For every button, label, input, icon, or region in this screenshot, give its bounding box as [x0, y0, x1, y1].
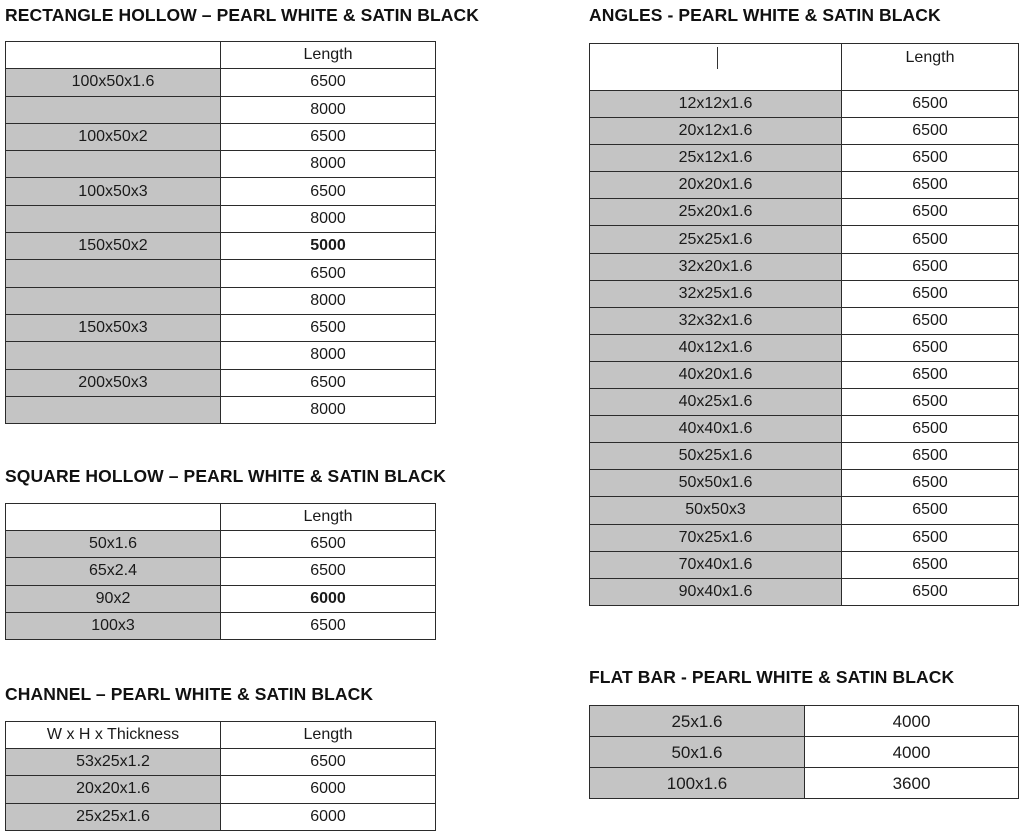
- table-row: [6, 205, 436, 232]
- table-row: [6, 612, 436, 639]
- table-row: [590, 361, 1019, 388]
- table-row: [590, 389, 1019, 416]
- size-cell: 50x50x1.6: [590, 470, 842, 497]
- size-cell: 50x50x3: [590, 497, 842, 524]
- size-cell: 12x12x1.6: [590, 91, 842, 118]
- flat-bar-table: [589, 705, 1019, 799]
- length-cell: 6500: [221, 314, 436, 341]
- table-row: [590, 443, 1019, 470]
- table-row: [590, 334, 1019, 361]
- size-cell: 50x1.6: [6, 531, 221, 558]
- length-cell: 6500: [842, 334, 1019, 361]
- size-cell: 100x50x2: [6, 123, 221, 150]
- table-row: [590, 416, 1019, 443]
- length-cell: 6500: [221, 369, 436, 396]
- length-cell: 6000: [221, 776, 436, 803]
- size-cell: 150x50x2: [6, 233, 221, 260]
- channel-title: CHANNEL – PEARL WHITE & SATIN BLACK: [5, 684, 374, 704]
- length-cell: 8000: [221, 342, 436, 369]
- angles-title: ANGLES - PEARL WHITE & SATIN BLACK: [589, 5, 941, 25]
- header-length-cell: Length: [221, 504, 436, 531]
- length-cell: 6500: [221, 612, 436, 639]
- table-row: [590, 307, 1019, 334]
- header-size-cell: W x H x Thickness: [6, 722, 221, 749]
- size-cell: 100x3: [6, 612, 221, 639]
- size-cell: 25x1.6: [590, 706, 805, 737]
- length-cell: 6500: [842, 524, 1019, 551]
- size-cell: 53x25x1.2: [6, 749, 221, 776]
- text-cursor-mark: [717, 47, 718, 69]
- length-cell: 6500: [842, 91, 1019, 118]
- length-cell: 6000: [221, 585, 436, 612]
- table-row: [590, 706, 1019, 737]
- table-row: [6, 369, 436, 396]
- length-cell: 6500: [842, 172, 1019, 199]
- size-cell: 40x20x1.6: [590, 361, 842, 388]
- table-row: [590, 524, 1019, 551]
- length-cell: 6500: [842, 551, 1019, 578]
- table-row: [6, 749, 436, 776]
- size-cell: 25x25x1.6: [590, 226, 842, 253]
- length-cell: 6500: [842, 470, 1019, 497]
- size-cell: 100x50x1.6: [6, 69, 221, 96]
- table-row: [590, 199, 1019, 226]
- table-row: [590, 497, 1019, 524]
- table-row: [590, 470, 1019, 497]
- length-cell: 6500: [842, 578, 1019, 605]
- size-cell: 20x12x1.6: [590, 118, 842, 145]
- length-cell: 6500: [221, 123, 436, 150]
- length-cell: 6500: [221, 178, 436, 205]
- table-row: [590, 737, 1019, 768]
- length-cell: 6500: [842, 145, 1019, 172]
- length-cell: 6500: [221, 558, 436, 585]
- header-size-cell: [6, 42, 221, 69]
- table-row: [6, 260, 436, 287]
- length-cell: 6500: [221, 69, 436, 96]
- table-row: [6, 396, 436, 423]
- length-cell: 6500: [221, 749, 436, 776]
- table-header-row: [6, 42, 436, 69]
- length-cell: 6500: [221, 531, 436, 558]
- text-cursor-mark: [435, 203, 436, 225]
- rectangle-hollow-title: RECTANGLE HOLLOW – PEARL WHITE & SATIN BLACK: [5, 5, 479, 25]
- size-cell: 32x32x1.6: [590, 307, 842, 334]
- angles-table: [589, 43, 1019, 606]
- table-row: [6, 558, 436, 585]
- header-length-cell: Length: [842, 44, 1019, 91]
- size-cell: 90x40x1.6: [590, 578, 842, 605]
- length-cell: 6500: [842, 199, 1019, 226]
- table-row: [6, 803, 436, 830]
- length-cell: 4000: [805, 737, 1019, 768]
- table-header-row: [590, 44, 1019, 91]
- length-cell: 6500: [842, 253, 1019, 280]
- size-cell: 100x1.6: [590, 768, 805, 799]
- length-cell: 6000: [221, 803, 436, 830]
- rectangle-hollow-table: [5, 41, 436, 424]
- length-cell: 5000: [221, 233, 436, 260]
- size-cell: 25x20x1.6: [590, 199, 842, 226]
- table-row: [590, 551, 1019, 578]
- table-row: [6, 151, 436, 178]
- table-row: [6, 123, 436, 150]
- size-cell: 32x25x1.6: [590, 280, 842, 307]
- length-cell: 6500: [842, 497, 1019, 524]
- table-row: [590, 172, 1019, 199]
- header-length-cell: Length: [221, 42, 436, 69]
- table-row: [6, 776, 436, 803]
- size-cell: 70x25x1.6: [590, 524, 842, 551]
- table-row: [590, 280, 1019, 307]
- length-cell: 6500: [842, 118, 1019, 145]
- size-cell: 70x40x1.6: [590, 551, 842, 578]
- table-row: [6, 233, 436, 260]
- table-row: [6, 178, 436, 205]
- size-cell: [6, 205, 221, 232]
- size-cell: 40x25x1.6: [590, 389, 842, 416]
- size-cell: 50x1.6: [590, 737, 805, 768]
- header-length-cell: Length: [221, 722, 436, 749]
- table-row: [6, 531, 436, 558]
- header-size-cell: [590, 44, 842, 91]
- length-cell: 8000: [221, 287, 436, 314]
- channel-table: [5, 721, 436, 831]
- size-cell: 40x40x1.6: [590, 416, 842, 443]
- length-cell: 6500: [842, 280, 1019, 307]
- table-row: [6, 314, 436, 341]
- size-cell: 100x50x3: [6, 178, 221, 205]
- table-row: [590, 578, 1019, 605]
- table-row: [6, 96, 436, 123]
- table-row: [6, 342, 436, 369]
- length-cell: 6500: [221, 260, 436, 287]
- size-cell: 150x50x3: [6, 314, 221, 341]
- square-hollow-title: SQUARE HOLLOW – PEARL WHITE & SATIN BLACK: [5, 466, 446, 486]
- size-cell: 20x20x1.6: [6, 776, 221, 803]
- table-row: [6, 287, 436, 314]
- size-cell: [6, 260, 221, 287]
- table-header-row: [6, 504, 436, 531]
- size-cell: [6, 342, 221, 369]
- table-row: [590, 91, 1019, 118]
- table-row: [590, 226, 1019, 253]
- length-cell: 8000: [221, 151, 436, 178]
- table-row: [6, 585, 436, 612]
- size-cell: 65x2.4: [6, 558, 221, 585]
- length-cell: 6500: [842, 361, 1019, 388]
- size-cell: 20x20x1.6: [590, 172, 842, 199]
- length-cell: 4000: [805, 706, 1019, 737]
- header-size-cell: [6, 504, 221, 531]
- size-cell: [6, 287, 221, 314]
- size-cell: [6, 396, 221, 423]
- length-cell: 3600: [805, 768, 1019, 799]
- length-cell: 8000: [221, 396, 436, 423]
- length-cell: 6500: [842, 443, 1019, 470]
- length-cell: 6500: [842, 416, 1019, 443]
- length-cell: 6500: [842, 307, 1019, 334]
- length-cell: 8000: [221, 96, 436, 123]
- size-cell: 32x20x1.6: [590, 253, 842, 280]
- square-hollow-table: [5, 503, 436, 640]
- size-cell: [6, 96, 221, 123]
- table-row: [590, 145, 1019, 172]
- table-row: [6, 69, 436, 96]
- size-cell: 25x25x1.6: [6, 803, 221, 830]
- length-cell: 8000: [221, 205, 436, 232]
- size-cell: 200x50x3: [6, 369, 221, 396]
- size-cell: 40x12x1.6: [590, 334, 842, 361]
- table-row: [590, 768, 1019, 799]
- table-header-row: [6, 722, 436, 749]
- length-cell: 6500: [842, 226, 1019, 253]
- size-cell: 50x25x1.6: [590, 443, 842, 470]
- size-cell: 25x12x1.6: [590, 145, 842, 172]
- table-row: [590, 253, 1019, 280]
- size-cell: [6, 151, 221, 178]
- table-row: [590, 118, 1019, 145]
- length-cell: 6500: [842, 389, 1019, 416]
- flat-bar-title: FLAT BAR - PEARL WHITE & SATIN BLACK: [589, 667, 955, 687]
- size-cell: 90x2: [6, 585, 221, 612]
